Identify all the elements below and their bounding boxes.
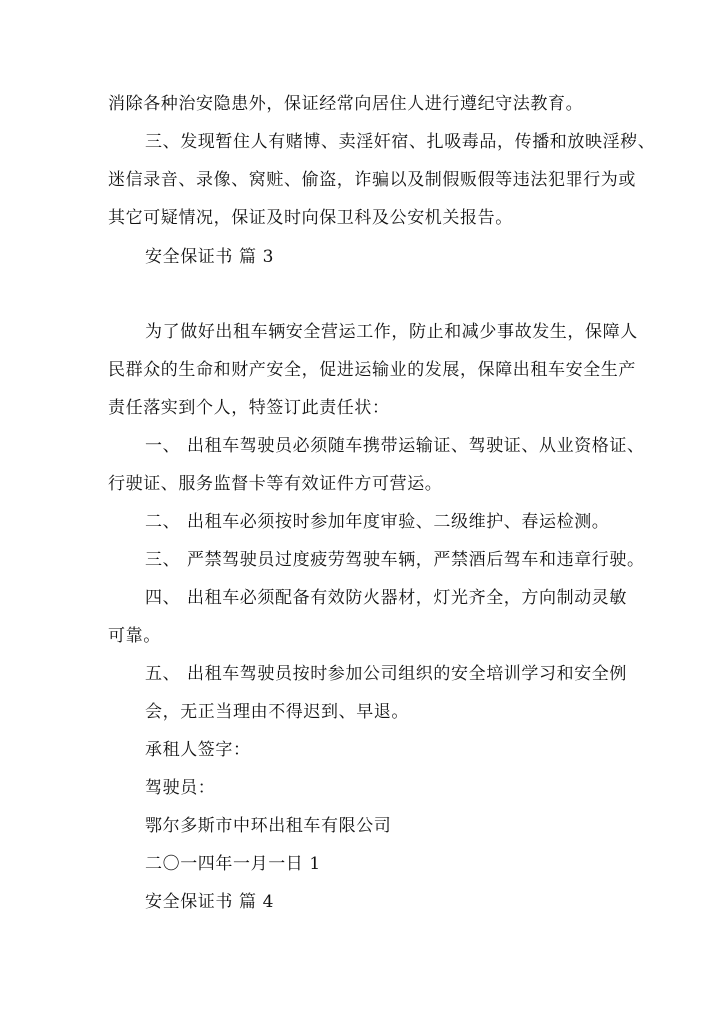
text-line: 行驶证、服务监督卡等有效证件方可营运。 <box>108 474 443 494</box>
text-line: 消除各种治安隐患外，保证经常向居住人进行遵纪守法教育。 <box>108 94 584 114</box>
clause-text: 出租车驾驶员按时参加公司组织的安全培训学习和安全例 <box>187 664 627 684</box>
text-line: 民群众的生命和财产安全，促进运输业的发展，保障出租车安全生产 <box>108 360 636 380</box>
clause-item-5 <box>145 662 627 686</box>
clause-text: 出租车必须按时参加年度审验、二级维护、春运检测。 <box>187 512 610 532</box>
clause-item-1 <box>145 434 645 458</box>
intro-paragraph-line: 为了做好出租车辆安全营运工作，防止和减少事故发生，保障人 <box>145 322 638 342</box>
clause-text: 出租车必须配备有效防火器材，灯光齐全，方向制动灵敏 <box>187 588 627 608</box>
clause-number: 二、 <box>145 512 181 532</box>
clause-text: 出租车驾驶员必须随车携带运输证、驾驶证、从业资格证、 <box>187 436 645 456</box>
clause-number: 五、 <box>145 664 181 684</box>
clause-item-4 <box>145 586 627 610</box>
driver-signature-label: 驾驶员： <box>145 778 216 798</box>
text-line: 可靠。 <box>108 626 161 646</box>
text-line: 责任落实到个人，特签订此责任状： <box>108 398 390 418</box>
clause-number: 一、 <box>145 436 181 456</box>
clause-number: 四、 <box>145 588 181 608</box>
document-date: 二〇一四年一月一日 1 <box>145 854 321 874</box>
text-line: 其它可疑情况，保证及时向保卫科及公安机关报告。 <box>108 208 513 228</box>
company-name: 鄂尔多斯市中环出租车有限公司 <box>145 816 392 836</box>
text-line: 会，无正当理由不得迟到、早退。 <box>145 702 409 722</box>
clause-item-2 <box>145 510 609 534</box>
text-line: 迷信录音、录像、窝赃、偷盗，诈骗以及制假贩假等违法犯罪行为或 <box>108 170 636 190</box>
clause-number: 三、 <box>145 550 181 570</box>
clause-text: 严禁驾驶员过度疲劳驾驶车辆，严禁酒后驾车和违章行驶。 <box>187 550 645 570</box>
section-heading-4: 安全保证书 篇 4 <box>145 892 275 912</box>
clause-three-line: 三、发现暂住人有赌博、卖淫奸宿、扎吸毒品，传播和放映淫秽、 <box>145 132 656 152</box>
clause-item-3 <box>145 548 645 572</box>
section-heading-3: 安全保证书 篇 3 <box>145 247 275 267</box>
lessee-signature-label: 承租人签字： <box>145 740 251 760</box>
